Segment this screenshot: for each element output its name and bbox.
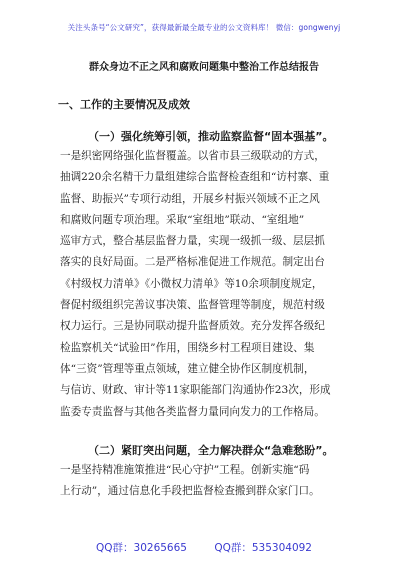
subsection-heading-1: （一）强化统筹引领，推动监察监督“固本强基”。 xyxy=(88,130,334,143)
paragraph-line: 抽调220余名精干力量组建综合监督检查组和“访村寨、重 xyxy=(60,171,330,184)
paragraph-line: 和腐败问题专项治理。采取“室组地”联动、“室组地” xyxy=(60,213,305,226)
paragraph-line: 体“三资”管理等重点领域，建立健全协作区制度机制， xyxy=(60,362,315,375)
footer-qq-group-1: QQ群：30265665 xyxy=(96,542,187,554)
paragraph-line: 权力运行。三是协同联动提升监督质效。充分发挥各级纪 xyxy=(60,320,325,333)
paragraph-line: 上行动”，通过信息化手段把监督检查搬到群众家门口。 xyxy=(60,485,320,498)
paragraph-line: 落实的良好局面。二是严格标准促进工作规范。制定出台 xyxy=(60,256,325,269)
paragraph-line: 一是织密网络强化监督覆盖。以省市县三级联动的方式， xyxy=(60,150,325,162)
subsection-heading-2: （二）紧盯突出问题，全力解决群众“急难愁盼”。 xyxy=(88,444,334,457)
document-title: 群众身边不正之风和腐败问题集中整治工作总结报告 xyxy=(89,62,319,73)
paragraph-line: 《村级权力清单》《小微权力清单》等10余项制度规定， xyxy=(60,277,323,290)
paragraph-line: 监督、助振兴”专项行动组，开展乡村振兴领域不正之风 xyxy=(60,192,320,205)
footer-qq-group-2: QQ群：535304092 xyxy=(214,542,312,554)
paragraph-2 xyxy=(60,460,356,503)
promo-banner: 关注头条号“公文研究”，获得最新最全最专业的公文资料库！ 微信：gongwenyj xyxy=(67,23,341,32)
paragraph-line: 与信访、财政、审计等11家职能部门沟通协作23次，形成 xyxy=(60,384,331,397)
paragraph-1 xyxy=(60,146,356,423)
paragraph-line: 督促村级组织完善议事决策、监督管理等制度，规范村级 xyxy=(60,299,325,312)
section-heading: 一、工作的主要情况及成效 xyxy=(58,98,190,111)
paragraph-line: 检监察机关“试验田”作用，围绕乡村工程项目建设、集 xyxy=(60,341,315,354)
paragraph-line: 监委专责监督与其他各类监督力量同向发力的工作格局。 xyxy=(60,405,325,418)
paragraph-line: 一是坚持精准施策推进“民心守护”工程。创新实施“码 xyxy=(60,464,310,476)
footer xyxy=(0,540,408,555)
paragraph-line: 巡审方式，整合基层监督力量，实现一级抓一级、层层抓 xyxy=(60,235,325,248)
